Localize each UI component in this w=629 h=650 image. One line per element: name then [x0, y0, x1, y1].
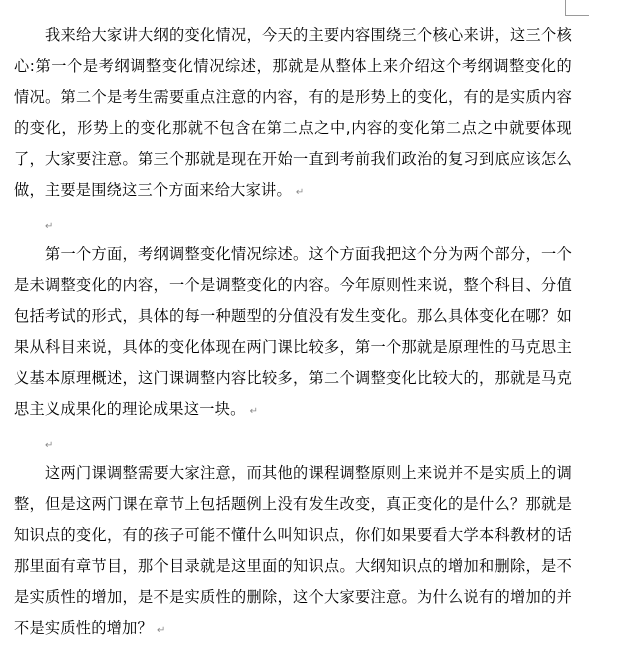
paragraph-mark-icon: ↵	[295, 187, 305, 198]
paragraph-3-text: 这两门课调整需要大家注意，而其他的课程调整原则上来说并不是实质上的调整，但是这两门课在章节上包括题例上没有发生改变，真正变化的是什么？那就是知识点的变化，有的孩子可能不懂什么叫知识点，你们如果要看大学本科教材的话那里面有章节目，那个目录就是这里面的知识点。大纲知识点的增加和删除，是不是实质性的增加，是不是实质性的删除，这个大家要注意。为什么说有的增加的并不是实质性的增加？	[14, 464, 572, 637]
paragraph-mark-icon: ↵	[45, 221, 54, 232]
paragraph-mark-icon: ↵	[249, 406, 259, 417]
page-corner-marker	[565, 0, 589, 16]
empty-paragraph[interactable]	[14, 427, 572, 458]
empty-paragraph[interactable]	[14, 208, 572, 239]
paragraph-mark-icon: ↵	[45, 440, 54, 451]
paragraph-2-text: 第一个方面，考纲调整变化情况综述。这个方面我把这个分为两个部分，一个是未调整变化的内容，一个是调整变化的内容。今年原则性来说，整个科目、分值包括考试的形式，具体的每一种题型的分值没有发生变化。那么具体变化在哪？如果从科目来说，具体的变化体现在两门课比较多，第一个那就是原理性的马克思主义基本原理概述，这门课调整内容比较多，第二个调整变化比较大的，那就是马克思主义成果化的理论成果这一块。	[14, 245, 572, 418]
paragraph-3[interactable]	[14, 458, 572, 646]
paragraph-mark-icon: ↵	[156, 625, 166, 636]
paragraph-2[interactable]	[14, 239, 572, 427]
paragraph-1[interactable]	[14, 20, 572, 208]
document-body[interactable]	[14, 20, 572, 646]
paragraph-1-text: 我来给大家讲大纲的变化情况，今天的主要内容围绕三个核心来讲，这三个核心:第一个是考纲调整变化情况综述，那就是从整体上来介绍这个考纲调整变化的情况。第二个是考生需要重点注意的内容，有的是形势上的变化，有的是实质内容的变化，形势上的变化那就不包含在第二点之中,内容的变化第二点之中就要体现了，大家要注意。第三个那就是现在开始一直到考前我们政治的复习到底应该怎么做，主要是围绕这三个方面来给大家讲。	[14, 26, 572, 199]
